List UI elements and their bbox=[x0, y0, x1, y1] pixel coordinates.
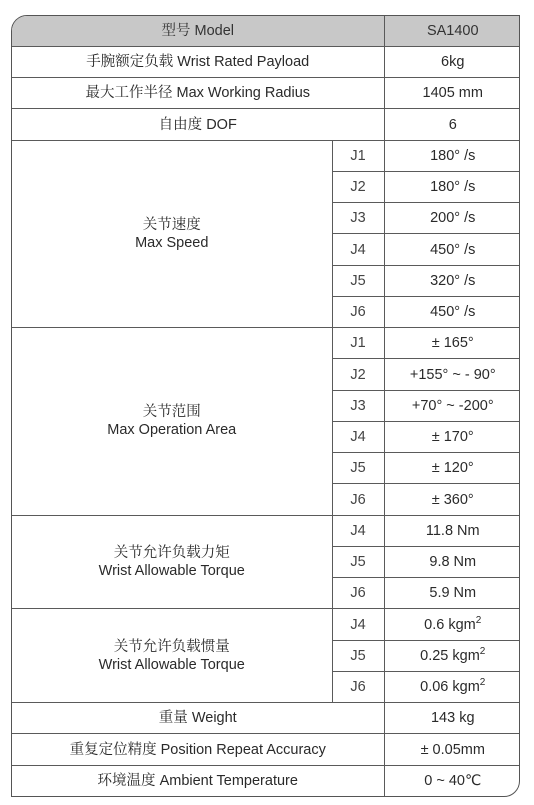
spec-value: ± 0.05mm bbox=[384, 734, 520, 765]
unit-superscript: 2 bbox=[475, 614, 482, 626]
group-label-cn: 关节允许负载惯量 bbox=[113, 638, 230, 655]
axis-value-text: ± 360° bbox=[431, 491, 474, 508]
spec-row bbox=[12, 78, 520, 109]
spec-value: 6kg bbox=[384, 46, 520, 77]
spec-value: 0 ~ 40℃ bbox=[384, 765, 520, 796]
axis-label: J5 bbox=[332, 265, 384, 296]
axis-value-text: 0.25 kgm bbox=[420, 647, 480, 664]
axis-label: J6 bbox=[332, 671, 384, 702]
axis-value-text: ± 165° bbox=[431, 335, 474, 352]
axis-label: J5 bbox=[332, 640, 384, 671]
axis-value bbox=[384, 453, 520, 484]
axis-row bbox=[12, 328, 520, 359]
axis-value bbox=[384, 328, 520, 359]
axis-label: J6 bbox=[332, 578, 384, 609]
unit-superscript: 2 bbox=[479, 645, 486, 657]
spec-row bbox=[12, 46, 520, 77]
axis-value-text: 200° /s bbox=[430, 210, 476, 227]
group-label-en: Max Speed bbox=[135, 234, 209, 251]
axis-label: J2 bbox=[332, 171, 384, 202]
spec-label: 重复定位精度 Position Repeat Accuracy bbox=[12, 734, 384, 765]
spec-value: 6 bbox=[384, 109, 520, 140]
axis-label: J5 bbox=[332, 453, 384, 484]
axis-value-text: 180° /s bbox=[430, 179, 476, 195]
axis-row bbox=[12, 140, 520, 171]
axis-value bbox=[384, 203, 520, 234]
axis-label: J6 bbox=[332, 484, 384, 515]
group-label bbox=[12, 328, 332, 516]
axis-value bbox=[384, 609, 520, 640]
spec-value: 143 kg bbox=[384, 703, 520, 734]
group-label-cn: 关节允许负载力矩 bbox=[113, 544, 230, 561]
axis-row bbox=[12, 515, 520, 546]
spec-label: 自由度 DOF bbox=[12, 109, 384, 140]
axis-value-text: 0.06 kgm bbox=[420, 679, 480, 695]
axis-value bbox=[384, 421, 520, 452]
axis-label: J4 bbox=[332, 234, 384, 265]
axis-label: J2 bbox=[332, 359, 384, 390]
axis-value bbox=[384, 671, 520, 702]
header-row bbox=[12, 16, 520, 46]
group-label-cn: 关节范围 bbox=[142, 404, 201, 421]
axis-value bbox=[384, 265, 520, 296]
axis-label: J5 bbox=[332, 546, 384, 577]
axis-value-text: ± 170° bbox=[431, 429, 474, 445]
axis-value-text: +155° ~ - 90° bbox=[409, 366, 496, 383]
axis-label: J4 bbox=[332, 421, 384, 452]
group-label-en: Wrist Allowable Torque bbox=[98, 656, 245, 673]
axis-label: J1 bbox=[332, 140, 384, 171]
axis-label: J4 bbox=[332, 609, 384, 640]
group-label bbox=[12, 140, 332, 328]
axis-label: J6 bbox=[332, 296, 384, 327]
axis-value bbox=[384, 640, 520, 671]
axis-value bbox=[384, 578, 520, 609]
spec-row bbox=[12, 703, 520, 734]
axis-value-text: 320° /s bbox=[430, 272, 476, 289]
group-label-en: Max Operation Area bbox=[107, 422, 237, 439]
model-label: 型号 Model bbox=[12, 16, 384, 46]
axis-value bbox=[384, 515, 520, 546]
spec-table-body bbox=[12, 16, 520, 796]
axis-value-text: 180° /s bbox=[430, 147, 476, 164]
axis-label: J3 bbox=[332, 390, 384, 421]
spec-row bbox=[12, 765, 520, 796]
spec-value: 1405 mm bbox=[384, 78, 520, 109]
axis-value-text: 9.8 Nm bbox=[429, 554, 477, 570]
spec-table bbox=[12, 16, 520, 796]
group-label bbox=[12, 609, 332, 703]
axis-value bbox=[384, 359, 520, 390]
axis-row bbox=[12, 609, 520, 640]
axis-value bbox=[384, 390, 520, 421]
axis-value-text: +70° ~ -200° bbox=[411, 397, 494, 414]
axis-value-text: 0.6 kgm bbox=[424, 616, 476, 633]
axis-label: J3 bbox=[332, 203, 384, 234]
spec-row bbox=[12, 734, 520, 765]
axis-value bbox=[384, 484, 520, 515]
axis-value-text: ± 120° bbox=[431, 460, 474, 477]
axis-value bbox=[384, 546, 520, 577]
axis-value bbox=[384, 234, 520, 265]
axis-value-text: 450° /s bbox=[430, 241, 476, 258]
spec-label: 最大工作半径 Max Working Radius bbox=[12, 78, 384, 109]
spec-label: 手腕额定负载 Wrist Rated Payload bbox=[12, 46, 384, 77]
axis-value-text: 450° /s bbox=[430, 304, 476, 320]
axis-label: J4 bbox=[332, 515, 384, 546]
spec-label: 重量 Weight bbox=[12, 703, 384, 734]
group-label-en: Wrist Allowable Torque bbox=[98, 563, 245, 580]
axis-value bbox=[384, 140, 520, 171]
axis-value-text: 11.8 Nm bbox=[425, 522, 480, 539]
spec-table-frame bbox=[11, 15, 520, 797]
axis-value bbox=[384, 296, 520, 327]
axis-value bbox=[384, 171, 520, 202]
axis-label: J1 bbox=[332, 328, 384, 359]
axis-value-text: 5.9 Nm bbox=[429, 585, 477, 602]
spec-row bbox=[12, 109, 520, 140]
model-value: SA1400 bbox=[384, 16, 520, 46]
group-label bbox=[12, 515, 332, 609]
spec-label: 环境温度 Ambient Temperature bbox=[12, 765, 384, 796]
group-label-cn: 关节速度 bbox=[142, 216, 201, 233]
unit-superscript: 2 bbox=[479, 677, 486, 689]
